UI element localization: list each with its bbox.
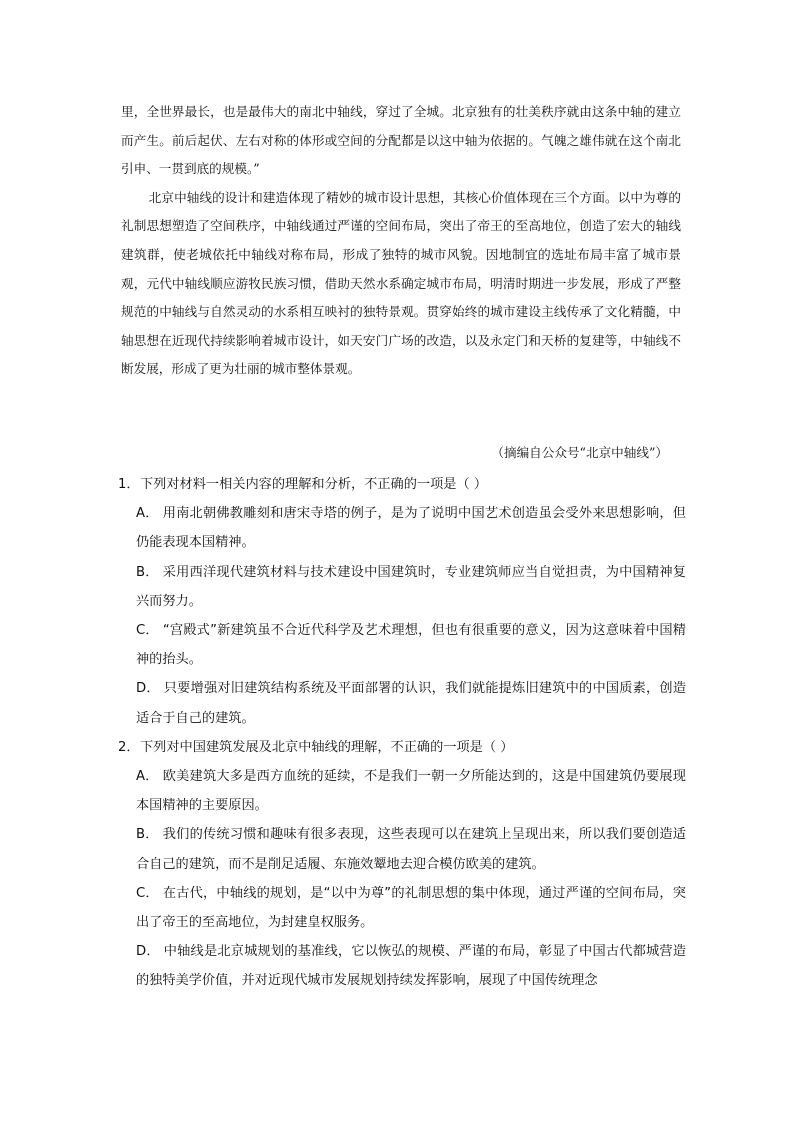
option-text: 中轴线是北京城规划的基准线，它以恢弘的规模、严谨的布局，彰显了中国古代都城营造的独特美学价值，并对近现代城市发展规划持续发挥影响，展现了中国传统理念 [136,944,687,989]
option-letter: D． [136,681,160,697]
option-c [118,616,686,674]
option-letter: D． [136,944,160,960]
option-letter: A． [136,506,159,522]
option-letter: B． [136,564,159,580]
option-text: 我们的传统习惯和趣味有很多表现，这些表现可以在建筑上呈现出来，所以我们要创造适合自己的建筑，而不是削足适履、东施效颦地去迎合模仿欧美的建筑。 [136,827,686,872]
question-text: 下列对中国建筑发展及北京中轴线的理解，不正确的一项是（ ） [140,739,514,755]
option-letter: A． [136,769,159,785]
question-number: 1． [118,477,140,492]
option-text: 采用西洋现代建筑材料与技术建设中国建筑时，专业建筑师应当自觉担责，为中国精神复兴而努力。 [136,564,686,609]
question-stem [118,470,686,499]
option-text: 欧美建筑大多是西方血统的延续，不是我们一朝一夕所能达到的，这是中国建筑仍要展现本国精神的主要原因。 [136,769,686,814]
option-letter: B． [136,827,159,843]
option-a [118,762,686,820]
passage-source: （摘编自公众号“北京中轴线”） [491,445,668,460]
option-letter: C． [136,885,159,901]
option-text: 只要增强对旧建筑结构系统及平面部署的认识，我们就能提炼旧建筑中的中国质素，创造适合于自己的建筑。 [136,681,687,726]
option-b [118,558,686,616]
question-2 [118,733,686,996]
option-text: 用南北朝佛教雕刻和唐宋寺塔的例子，是为了说明中国艺术创造虽会受外来思想影响，但仍能表现本国精神。 [136,506,686,551]
question-text: 下列对材料一相关内容的理解和分析，不正确的一项是（ ） [140,477,488,492]
option-text: 在古代，中轴线的规划，是“以中为尊”的礼制思想的集中体现，通过严谨的空间布局，突出了帝王的至高地位，为封建皇权服务。 [136,885,686,931]
option-c [118,879,686,937]
passage-paragraph-2: 北京中轴线的设计和建造体现了精妙的城市设计思想，其核心价值体现在三个方面。以中为尊的礼制思想塑造了空间秩序，中轴线通过严谨的空间布局，突出了帝王的至高地位，创造了宏大的轴线建筑群，使老城依托中轴线对称布局，形成了独特的城市风貌。因地制宜的选址布局丰富了城市景观，元代中轴线顺应游牧民族习惯，借助天然水系确定城市布局，明清时期进一步发展，形成了严整规范的中轴线与自然灵动的水系相互映衬的独特景观。贯穿始终的城市建设主线传承了文化精髓，中轴思想在近现代持续影响着城市设计，如天安门广场的改造，以及永定门和天桥的复建等，中轴线不断发展，形成了更为壮丽的城市整体景观。 [121,189,681,377]
question-list [118,470,686,996]
question-stem [118,733,686,762]
reading-passage [121,98,681,384]
option-letter: C． [136,623,159,639]
option-d [118,674,686,732]
passage-paragraph-1: 里，全世界最长，也是最伟大的南北中轴线，穿过了全城。北京独有的壮美秩序就由这条中轴的建立而产生。前后起伏、左右对称的体形或空间的分配都是以这中轴为依据的。气魄之雄伟就在这个南北引申、一贯到底的规模。” [121,104,681,177]
option-text: “宫殿式”新建筑虽不合近代科学及艺术理想，但也有很重要的意义，因为这意味着中国精神的抬头。 [136,623,686,668]
option-a [118,499,686,557]
option-d [118,937,686,995]
question-1 [118,470,686,733]
question-number: 2． [118,739,140,755]
option-b [118,820,686,878]
